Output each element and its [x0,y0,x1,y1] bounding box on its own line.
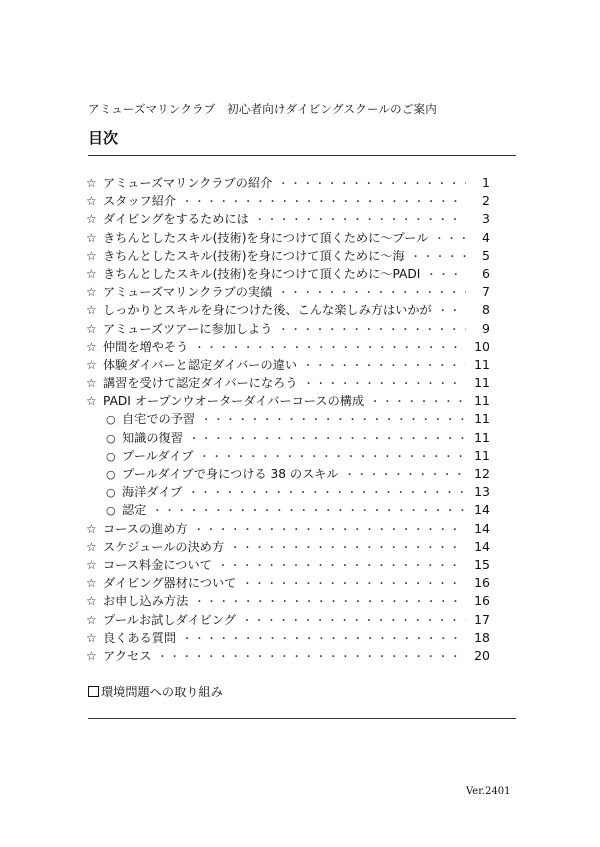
star-bullet-icon: ☆ [86,212,97,227]
toc-entry-label: きちんとしたスキル(技術)を身につけて頂くために～プール [103,230,429,245]
star-bullet-icon: ☆ [86,285,97,300]
toc-page-number: 16 [474,593,490,609]
star-bullet-icon: ☆ [86,230,97,245]
toc-entry[interactable] [86,574,490,592]
toc-entry-label: 認定 [122,503,147,518]
star-bullet-icon: ☆ [86,594,97,609]
toc-entry[interactable] [86,192,490,210]
star-bullet-icon: ☆ [86,339,97,354]
toc-entry-label: きちんとしたスキル(技術)を身につけて頂くために～PADI [103,266,421,281]
toc-entry[interactable] [86,338,490,356]
toc-page-number: 11 [474,429,490,445]
toc-leader-dots [278,176,466,194]
toc-entry[interactable] [86,374,490,392]
toc-entry-label: アクセス [103,648,152,663]
toc-entry[interactable] [86,520,490,538]
toc-leader-dots [182,631,466,649]
toc-page-number: 10 [474,338,490,354]
toc-leader-dots [189,431,466,449]
star-bullet-icon: ☆ [86,539,97,554]
circle-bullet-icon: ○ [106,431,116,445]
toc-entry[interactable] [86,556,490,574]
toc-leader-dots [426,267,466,285]
toc-entry[interactable] [86,647,490,665]
toc-entry[interactable] [86,501,490,519]
toc-leader-dots [303,358,466,376]
star-bullet-icon: ☆ [86,194,97,209]
star-bullet-icon: ☆ [86,303,97,318]
circle-bullet-icon: ○ [106,468,116,481]
toc-page-number: 11 [474,411,490,427]
circle-bullet-icon: ○ [106,449,116,463]
toc-entry-label: お申し込み方法 [103,594,189,609]
star-bullet-icon: ☆ [86,648,97,663]
toc-page-number: 11 [474,356,490,372]
toc-entry-label: スタッフ紹介 [103,194,177,209]
toc-entry[interactable] [86,283,490,301]
star-bullet-icon: ☆ [86,576,97,591]
toc-entry-label: 体験ダイバーと認定ダイバーの違い [103,357,298,372]
toc-page-number: 14 [474,520,490,536]
toc-leader-dots [370,394,466,412]
toc-entry-label: スケジュールの決め方 [103,539,225,554]
toc-entry[interactable] [86,429,490,447]
checkbox-icon [88,686,99,697]
toc-entry[interactable] [86,320,490,338]
toc-entry[interactable] [86,465,490,483]
toc-page-number: 12 [474,466,490,481]
toc-entry[interactable] [86,538,490,556]
table-of-contents [86,174,490,665]
toc-page-number: 11 [474,375,490,391]
toc-page-number: 11 [474,447,490,463]
toc-entry-label: 仲間を増やそう [103,339,189,354]
toc-page-number: 16 [474,575,490,591]
toc-entry[interactable] [86,611,490,629]
toc-leader-dots [242,613,466,631]
toc-page-number: 1 [482,175,490,190]
star-bullet-icon: ☆ [86,630,97,645]
star-bullet-icon: ☆ [86,357,97,372]
toc-entry[interactable] [86,483,490,501]
toc-entry-label: プールお試しダイビング [103,612,236,627]
toc-entry-label: しっかりとスキルを身につけた後、こんな楽しみ方はいかが [103,303,432,318]
toc-leader-dots [157,649,466,667]
toc-entry[interactable] [86,229,490,247]
toc-leader-dots [278,322,466,340]
toc-leader-dots [201,412,466,430]
toc-page-number: 8 [482,302,490,318]
toc-page-number: 14 [474,502,490,518]
toc-entry[interactable] [86,356,490,374]
toc-entry-label: きちんとしたスキル(技術)を身につけて頂くために～海 [103,248,405,263]
toc-page-number: 13 [474,484,490,500]
toc-page-number: 9 [482,320,490,336]
document-subtitle: アミューズマリンクラブ 初心者向けダイビングスクールのご案内 [88,102,437,116]
toc-page-number: 20 [474,647,490,663]
toc-entry-label: 海洋ダイブ [122,485,183,500]
top-divider [88,155,516,156]
toc-page-number: 6 [482,265,490,281]
toc-page-number: 4 [482,229,490,245]
toc-leader-dots [218,558,466,576]
bottom-divider [88,718,516,719]
toc-entry-label: アミューズマリンクラブの紹介 [103,176,273,190]
toc-entry[interactable] [86,447,490,465]
toc-leader-dots [152,503,466,521]
toc-entry[interactable] [86,410,490,428]
toc-entry[interactable] [86,174,490,192]
toc-leader-dots [438,303,466,321]
toc-entry[interactable] [86,392,490,410]
toc-page-number: 18 [474,629,490,645]
toc-entry-label: 講習を受けて認定ダイバーになろう [103,376,298,391]
star-bullet-icon: ☆ [86,376,97,391]
toc-entry[interactable] [86,247,490,265]
toc-entry[interactable] [86,210,490,228]
toc-entry-label: アミューズマリンクラブの実績 [103,285,273,300]
toc-entry[interactable] [86,265,490,283]
toc-entry-label: プールダイブで身につける 38 のスキル [122,467,339,481]
toc-entry-label: コース料金について [103,557,212,572]
version-label: Ver.2401 [466,786,511,797]
toc-entry-label: 良くある質問 [103,630,177,645]
toc-page-number: 3 [482,211,490,227]
toc-leader-dots [230,540,466,558]
toc-entry-label: アミューズツアーに参加しよう [103,321,273,336]
toc-page-number: 11 [474,393,490,409]
toc-entry-label: プールダイブ [122,448,194,463]
toc-leader-dots [434,231,466,249]
star-bullet-icon: ☆ [86,557,97,572]
toc-entry-label: ダイビングをするためには [103,212,249,227]
toc-entry-label: PADI オープンウオーターダイバーコースの構成 [103,394,365,409]
circle-bullet-icon: ○ [106,486,116,500]
toc-leader-dots [194,522,466,540]
toc-leader-dots [188,485,466,503]
toc-page-number: 2 [482,193,490,209]
star-bullet-icon: ☆ [86,248,97,263]
star-bullet-icon: ☆ [86,394,97,409]
toc-page-number: 15 [474,556,490,572]
star-bullet-icon: ☆ [86,612,97,627]
toc-page-number: 7 [482,284,490,300]
toc-entry-label: 知識の復習 [122,430,183,445]
toc-page-number: 5 [482,247,490,263]
toc-leader-dots [345,467,466,485]
toc-entry[interactable] [86,592,490,610]
page-title: 目次 [88,129,119,147]
environment-section [88,683,223,700]
circle-bullet-icon: ○ [106,504,116,518]
circle-bullet-icon: ○ [106,413,116,427]
toc-entry-label: 自宅での予習 [122,412,196,427]
toc-page-number: 17 [474,611,490,627]
toc-leader-dots [242,576,466,594]
toc-entry[interactable] [86,629,490,647]
toc-entry[interactable] [86,301,490,319]
star-bullet-icon: ☆ [86,176,97,190]
toc-page-number: 14 [474,538,490,554]
environment-label: 環境問題への取り組み [101,685,223,699]
star-bullet-icon: ☆ [86,521,97,536]
star-bullet-icon: ☆ [86,321,97,336]
star-bullet-icon: ☆ [86,266,97,281]
toc-entry-label: コースの進め方 [103,521,188,536]
toc-entry-label: ダイビング器材について [103,576,237,591]
